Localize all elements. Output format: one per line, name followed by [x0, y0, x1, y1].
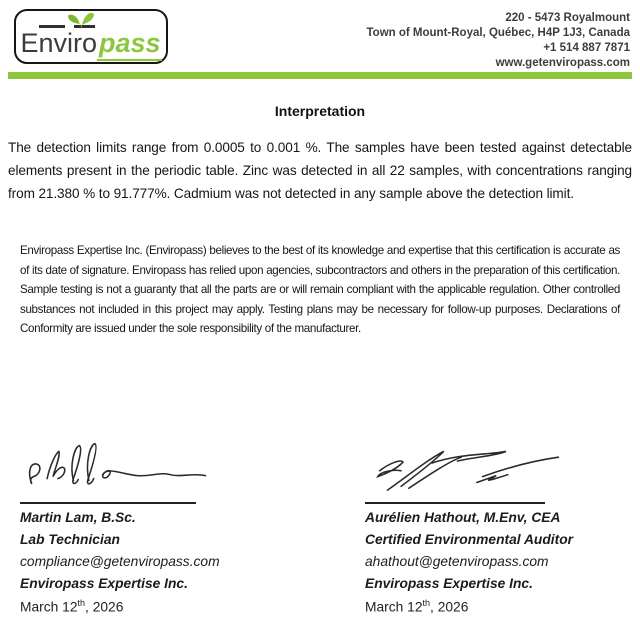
brand-divider-bar [8, 72, 632, 79]
enviropass-logo [14, 9, 168, 64]
signature-block-right [345, 430, 640, 615]
signature-date [20, 598, 345, 615]
date-text: March 12 [365, 599, 423, 615]
signatory-name: Martin Lam, B.Sc. [20, 510, 136, 525]
logo-seg-e: E [20, 28, 39, 58]
disclaimer-paragraph: Enviropass Expertise Inc. (Enviropass) believes to the best of its knowledge and expertise that this certification is accurate as of its date of signature. Enviropass has relied upon agencies, subcontractors and others in the preparation of this certification. Sample testing is not a guaranty that all the parts are or will remain compliant with the applicable regulation. Other controlled substances not included in this project may apply. Testing plans may be necessary for follow-up purposes. Declarations of Conformity are issued under the sole responsibility of the manufacturer. [20, 244, 620, 335]
signature-scribble [365, 430, 575, 498]
date-text: , 2026 [85, 599, 124, 615]
phone-number: +1 514 887 7871 [543, 42, 630, 54]
logo-seg-i: i [66, 28, 73, 58]
signatory-email[interactable]: compliance@getenviropass.com [20, 554, 220, 569]
signatory-company: Enviropass Expertise Inc. [20, 576, 188, 591]
signatory-company: Enviropass Expertise Inc. [365, 576, 533, 591]
signature-section [0, 430, 640, 615]
signatory-title: Lab Technician [20, 532, 120, 547]
date-ordinal: th [77, 598, 86, 608]
interpretation-paragraph: The detection limits range from 0.0005 to 0.001 %. The samples have been tested against detectable elements present in the periodic table. Zinc was detected in all 22 samples, with concentrations ranging from 21.380 % to 91.777%. Cadmium was not detected in any sample above the detection limit. [8, 140, 632, 201]
signature-scribble [20, 430, 220, 498]
signature-line [365, 502, 545, 504]
date-text: , 2026 [430, 599, 469, 615]
signatory-email[interactable]: ahathout@getenviropass.com [365, 554, 549, 569]
signature-line [20, 502, 196, 504]
signatory-name: Aurélien Hathout, M.Env, CEA [365, 510, 561, 525]
logo-seg-ro: ro [72, 28, 97, 58]
date-text: March 12 [20, 599, 78, 615]
leaf-icon [66, 11, 96, 31]
letterhead [0, 0, 640, 69]
signature-date [365, 598, 640, 615]
logo-pass-text: pass [97, 28, 162, 61]
logo-wordmark [20, 30, 161, 57]
section-heading: Interpretation [274, 103, 366, 119]
signatory-title: Certified Environmental Auditor [365, 532, 573, 547]
website-url[interactable]: www.getenviropass.com [495, 57, 630, 69]
company-address-block [367, 11, 630, 71]
address-line: Town of Mount-Royal, Québec, H4P 1J3, Canada [366, 27, 630, 39]
address-line: 220 - 5473 Royalmount [505, 12, 630, 24]
date-ordinal: th [422, 598, 431, 608]
signature-block-left [0, 430, 345, 615]
logo-seg-nv: nv [38, 28, 67, 58]
